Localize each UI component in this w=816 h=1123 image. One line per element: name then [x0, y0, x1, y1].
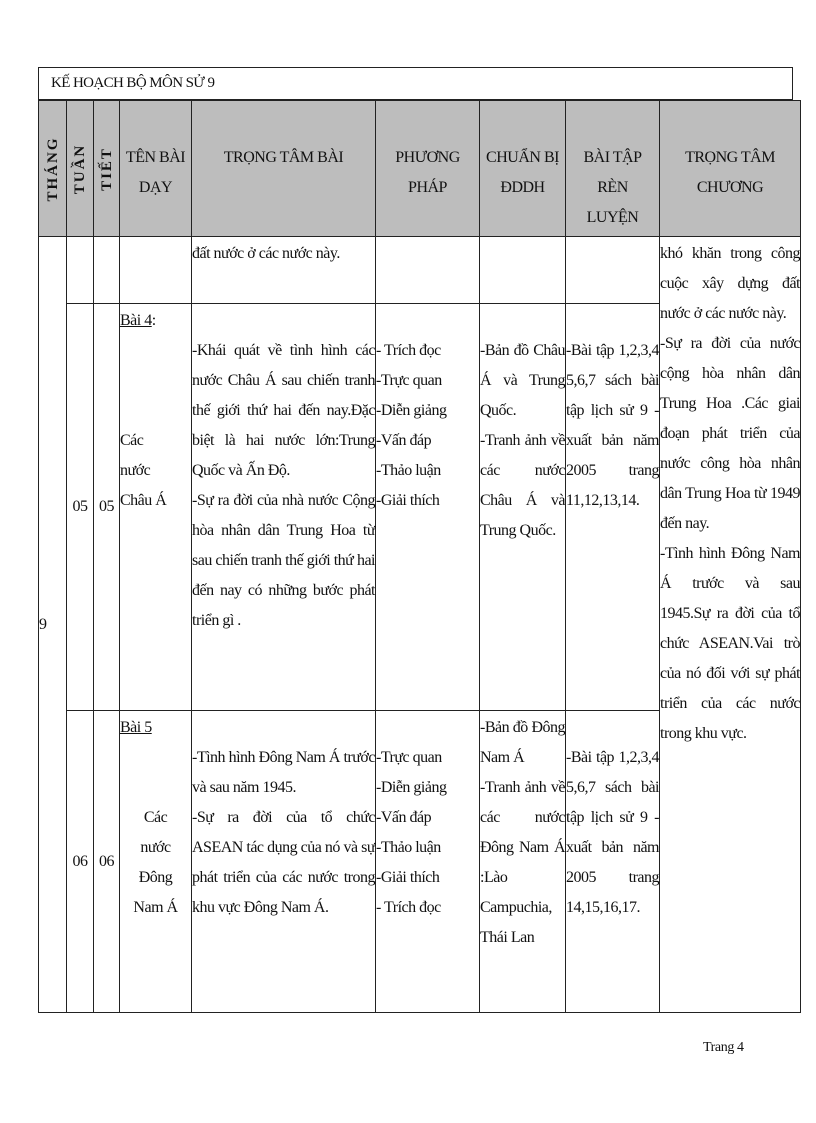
- period-cell: [94, 237, 120, 304]
- header-trong-tam-chuong: TRỌNG TÂM CHƯƠNG: [660, 101, 801, 237]
- materials-cell: -Bản đồ Châu Á và Trung Quốc. -Tranh ảnh về các nước Châu Á và Trung Quốc.: [480, 304, 566, 711]
- exercise-cell: -Bài tập 1,2,3,4 5,6,7 sách bài tập lịch sử 9 - xuất bản năm 2005 trang 14,15,16,17.: [566, 711, 660, 1013]
- page-number: Trang 4: [703, 1040, 744, 1055]
- header-ten-bai: TÊN BÀI DẠY: [120, 101, 192, 237]
- method-cell: - Trích đọc -Trực quan -Diễn giảng -Vấn đáp -Thảo luận -Giải thích: [376, 304, 480, 711]
- lesson-cell: [120, 237, 192, 304]
- header-row: [39, 101, 801, 237]
- method-cell: -Trực quan -Diễn giảng -Vấn đáp -Thảo luận -Giải thích - Trích đọc: [376, 711, 480, 1013]
- week-cell: [67, 237, 94, 304]
- lesson-cell: Bài 5 Các nước Đông Nam Á: [120, 711, 192, 1013]
- chapter-focus-cell: khó khăn trong công cuộc xây dựng đất nước ở các nước này. -Sự ra đời của nước cộng hòa nhân dân Trung Hoa .Các giai đoạn phát triển của nước công hòa nhân dân Trung Hoa từ 1949 đến nay. -Tình hình Đông Nam Á trước và sau 1945.Sự ra đời của tổ chức ASEAN.Vai trò của nó đối với sự phát triển của các nước trong khu vực.: [660, 237, 801, 1013]
- week-cell: 06: [67, 711, 94, 1013]
- header-thang: THÁNG: [39, 101, 67, 237]
- plan-title-bar: [38, 67, 793, 100]
- materials-cell: -Bản đồ Đông Nam Á -Tranh ảnh về các nước Đông Nam Á :Lào Campuchia, Thái Lan: [480, 711, 566, 1013]
- exercise-cell: -Bài tập 1,2,3,4 5,6,7 sách bài tập lịch sử 9 - xuất bản năm 2005 trang 11,12,13,14.: [566, 304, 660, 711]
- month-cell: 9: [39, 237, 67, 1013]
- focus-cell: đất nước ở các nước này.: [192, 237, 376, 304]
- week-cell: 05: [67, 304, 94, 711]
- method-cell: [376, 237, 480, 304]
- header-tuan: TUẦN: [67, 101, 94, 237]
- header-chuan-bi: CHUẨN BỊ ĐDDH: [480, 101, 566, 237]
- focus-cell: -Tình hình Đông Nam Á trước và sau năm 1945. -Sự ra đời của tổ chức ASEAN tác dụng của nó và sự phát triển của các nước trong khu vực Đông Nam Á.: [192, 711, 376, 1013]
- period-cell: 05: [94, 304, 120, 711]
- lesson-plan-table: [38, 100, 801, 1013]
- header-bai-tap: BÀI TẬP RÈN LUYỆN: [566, 101, 660, 237]
- lesson-cell: Bài 4: Các nước Châu Á: [120, 304, 192, 711]
- materials-cell: [480, 237, 566, 304]
- header-tiet: TIẾT: [94, 101, 120, 237]
- header-trong-tam-bai: TRỌNG TÂM BÀI: [192, 101, 376, 237]
- focus-cell: -Khái quát về tình hình các nước Châu Á sau chiến tranh thế giới thứ hai đến nay.Đặc biệt là hai nước lớn:Trung Quốc và Ấn Độ. -Sự ra đời của nhà nước Cộng hòa nhân dân Trung Hoa từ sau chiến tranh thế giới thứ hai đến nay có những bước phát triển gì .: [192, 304, 376, 711]
- exercise-cell: [566, 237, 660, 304]
- period-cell: 06: [94, 711, 120, 1013]
- plan-title: KẾ HOẠCH BỘ MÔN SỬ 9: [51, 75, 215, 91]
- table-row: [39, 237, 801, 304]
- header-phuong-phap: PHƯƠNG PHÁP: [376, 101, 480, 237]
